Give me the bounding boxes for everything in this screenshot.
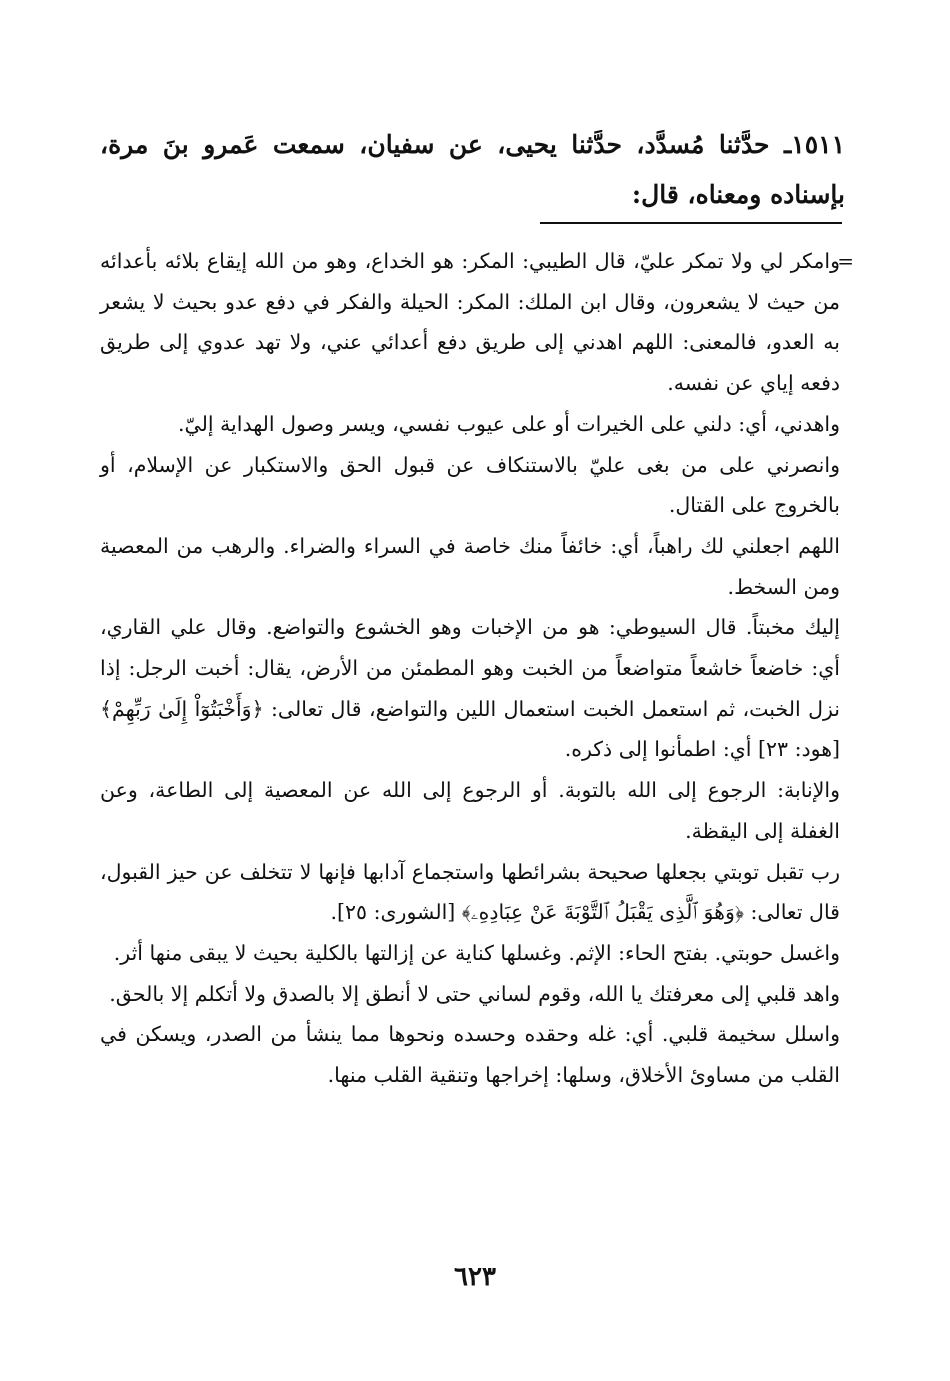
commentary-section [100, 241, 854, 1096]
commentary-paragraph: واهد قلبي إلى معرفتك يا الله، وقوم لساني حتى لا أنطق إلا بالصدق ولا أتكلم إلا بالحق. [109, 981, 840, 1006]
commentary-paragraph: رب تقبل توبتي بجعلها صحيحة بشرائطها واستجماع آدابها فإنها لا تتخلف عن حيز القبول، قال تعالى: ﴿وَهُوَ ٱلَّذِى يَقْبَلُ ٱلتَّوْبَةَ عَنْ عِبَادِهِۦ﴾ [الشورى: ٢٥]. [100, 859, 840, 925]
commentary-paragraph: واغسل حوبتي. بفتح الحاء: الإثم. وغسلها كناية عن إزالتها بالكلية بحيث لا يبقى منها أثر. [113, 940, 840, 965]
commentary-paragraph: وانصرني على من بغى عليّ بالاستنكاف عن قبول الحق والاستكبار عن الإسلام، أو بالخروج على القتال. [100, 452, 840, 518]
hadith-text: ١٥١١ـ حدَّثنا مُسدَّد، حدَّثنا يحيى، عن سفيان، سمعت عَمرو بنَ مرة، بإسناده ومعناه، قال: [100, 130, 845, 209]
commentary-paragraph: والإنابة: الرجوع إلى الله بالتوبة. أو الرجوع إلى الله عن المعصية إلى الطاعة، وعن الغفلة إلى اليقظة. [100, 778, 840, 843]
commentary-paragraph-text: وامكر لي ولا تمكر عليّ، قال الطيبي: المكر: هو الخداع، وهو من الله إيقاع بلائه بأعدائه من حيث لا يشعرون، وقال ابن الملك: المكر: الحيلة والفكر في دفع عدو بحيث لا يشعر به العدو، فالمعنى: اللهم اهدني إلى طريق دفع أعدائي عني، ولا تهد عدوي إلى طريق دفعه إياي عن نفسه. [100, 249, 840, 396]
commentary-paragraph: اللهم اجعلني لك راهباً، أي: خائفاً منك خاصة في السراء والضراء. والرهب من المعصية ومن السخط. [100, 533, 840, 599]
continuation-marker: = [837, 249, 854, 273]
commentary-paragraph: واسلل سخيمة قلبي. أي: غله وحقده وحسده ونحوها مما ينشأ من الصدر، ويسكن في القلب من مساوئ الأخلاق، وسلها: إخراجها وتنقية القلب منها. [100, 1022, 840, 1088]
commentary-paragraph [100, 241, 854, 404]
commentary-paragraph: إليك مخبتاً. قال السيوطي: هو من الإخبات وهو الخشوع والتواضع. وقال علي القاري، أي: خاضعاً خاشعاً متواضعاً من الخبت وهو المطمئن من الأرض، يقال: أخبت الرجل: إذا نزل الخبت، ثم استعمل الخبت استعمال اللين والتواضع، قال تعالى: ﴿وَأَخْبَتُوٓاْ إِلَىٰ رَبِّهِمْ﴾ [هود: ٢٣] أي: اطمأنوا إلى ذكره. [100, 615, 840, 762]
page-number: ٦٢٣ [454, 1262, 496, 1292]
footnote-separator-rule [540, 222, 842, 224]
commentary-paragraph: واهدني، أي: دلني على الخيرات أو على عيوب نفسي، ويسر وصول الهداية إليّ. [178, 411, 840, 436]
